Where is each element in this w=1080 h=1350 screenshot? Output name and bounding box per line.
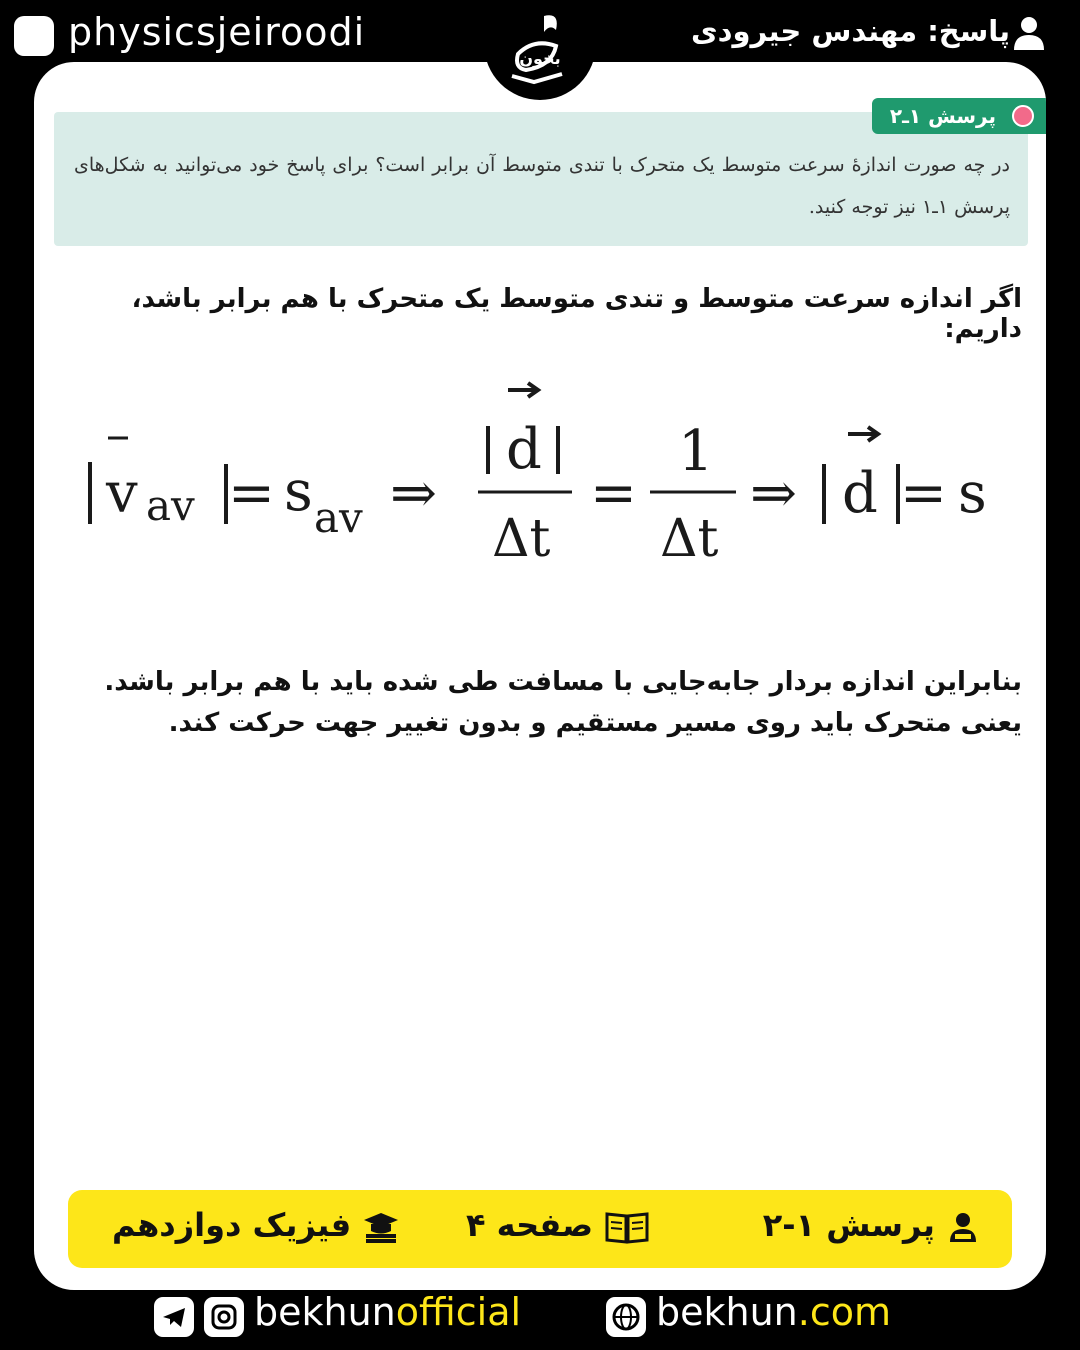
- open-book-icon: [604, 1210, 650, 1244]
- website-link[interactable]: [656, 1290, 891, 1334]
- website-accent: .com: [797, 1290, 892, 1334]
- formula-s: s: [284, 459, 313, 524]
- answer-conclusion: بنابراین اندازه بردار جابه‌جایی با مسافت طی شده باید با هم برابر باشد. یعنی متحرک باید روی مسیر مستقیم و بدون تغییر جهت حرکت کند.: [104, 667, 1022, 738]
- instagram-handle[interactable]: physicsjeiroodi: [68, 10, 366, 54]
- formula-implies-2: ⇒: [750, 461, 797, 526]
- tag-dot-icon: [1012, 105, 1034, 127]
- student-icon: [946, 1210, 980, 1244]
- vector-arrow-d1: [508, 383, 538, 397]
- website-main: bekhun: [656, 1290, 798, 1334]
- instagram-square-icon: [14, 16, 54, 56]
- formula-eq-3: =: [900, 461, 947, 526]
- footer-question-label: پرسش ۱-۲: [762, 1206, 935, 1244]
- instagram-icon[interactable]: [204, 1297, 244, 1337]
- footer-page: [466, 1206, 650, 1244]
- formula-implies-1: ⇒: [390, 461, 437, 526]
- formula-eq-1: =: [228, 461, 275, 526]
- formula-eq-2: =: [590, 461, 637, 526]
- formula-v-sub: av: [146, 481, 195, 530]
- social-handle-accent: official: [395, 1290, 522, 1334]
- formula-dt-2: Δt: [660, 509, 719, 569]
- social-handle-main: bekhun: [254, 1290, 396, 1334]
- formula-s-2: s: [958, 461, 987, 526]
- formula-d-2: d: [842, 461, 878, 526]
- footer-book-label: فیزیک دوازدهم: [112, 1206, 352, 1244]
- graduation-cap-icon: [362, 1210, 400, 1244]
- telegram-icon[interactable]: [154, 1297, 194, 1337]
- answer-intro: اگر اندازه سرعت متوسط و تندی متوسط یک متحرک با هم برابر باشد، داریم:: [131, 284, 1022, 344]
- formula-one: 1: [678, 419, 714, 484]
- formula: [78, 370, 998, 570]
- social-handle[interactable]: [254, 1290, 521, 1334]
- formula-v: v: [106, 461, 138, 526]
- formula-dt-1: Δt: [492, 509, 551, 569]
- globe-icon[interactable]: [606, 1297, 646, 1337]
- user-icon: [1012, 15, 1046, 51]
- question-tag: [872, 98, 1046, 134]
- author-label: پاسخ: مهندس جیرودی: [691, 14, 1010, 48]
- footer-bar: [68, 1190, 1012, 1268]
- bottom-links: [0, 1290, 1080, 1350]
- footer-question: [763, 1206, 980, 1244]
- vector-arrow-d2: [848, 427, 878, 441]
- formula-d-num: d: [506, 417, 542, 482]
- logo-text: بخون: [519, 49, 561, 68]
- footer-book: [112, 1206, 400, 1244]
- footer-page-label: صفحه ۴: [466, 1206, 594, 1244]
- question-tag-label: پرسش ۱ـ۲: [889, 104, 996, 128]
- question-text: در چه صورت اندازهٔ سرعت متوسط یک متحرک با تندی متوسط آن برابر است؟ برای پاسخ خود می‌توانید به شکل‌های پرسش ۱ـ۱ نیز توجه کنید.: [74, 154, 1010, 218]
- formula-s-sub: av: [314, 493, 363, 542]
